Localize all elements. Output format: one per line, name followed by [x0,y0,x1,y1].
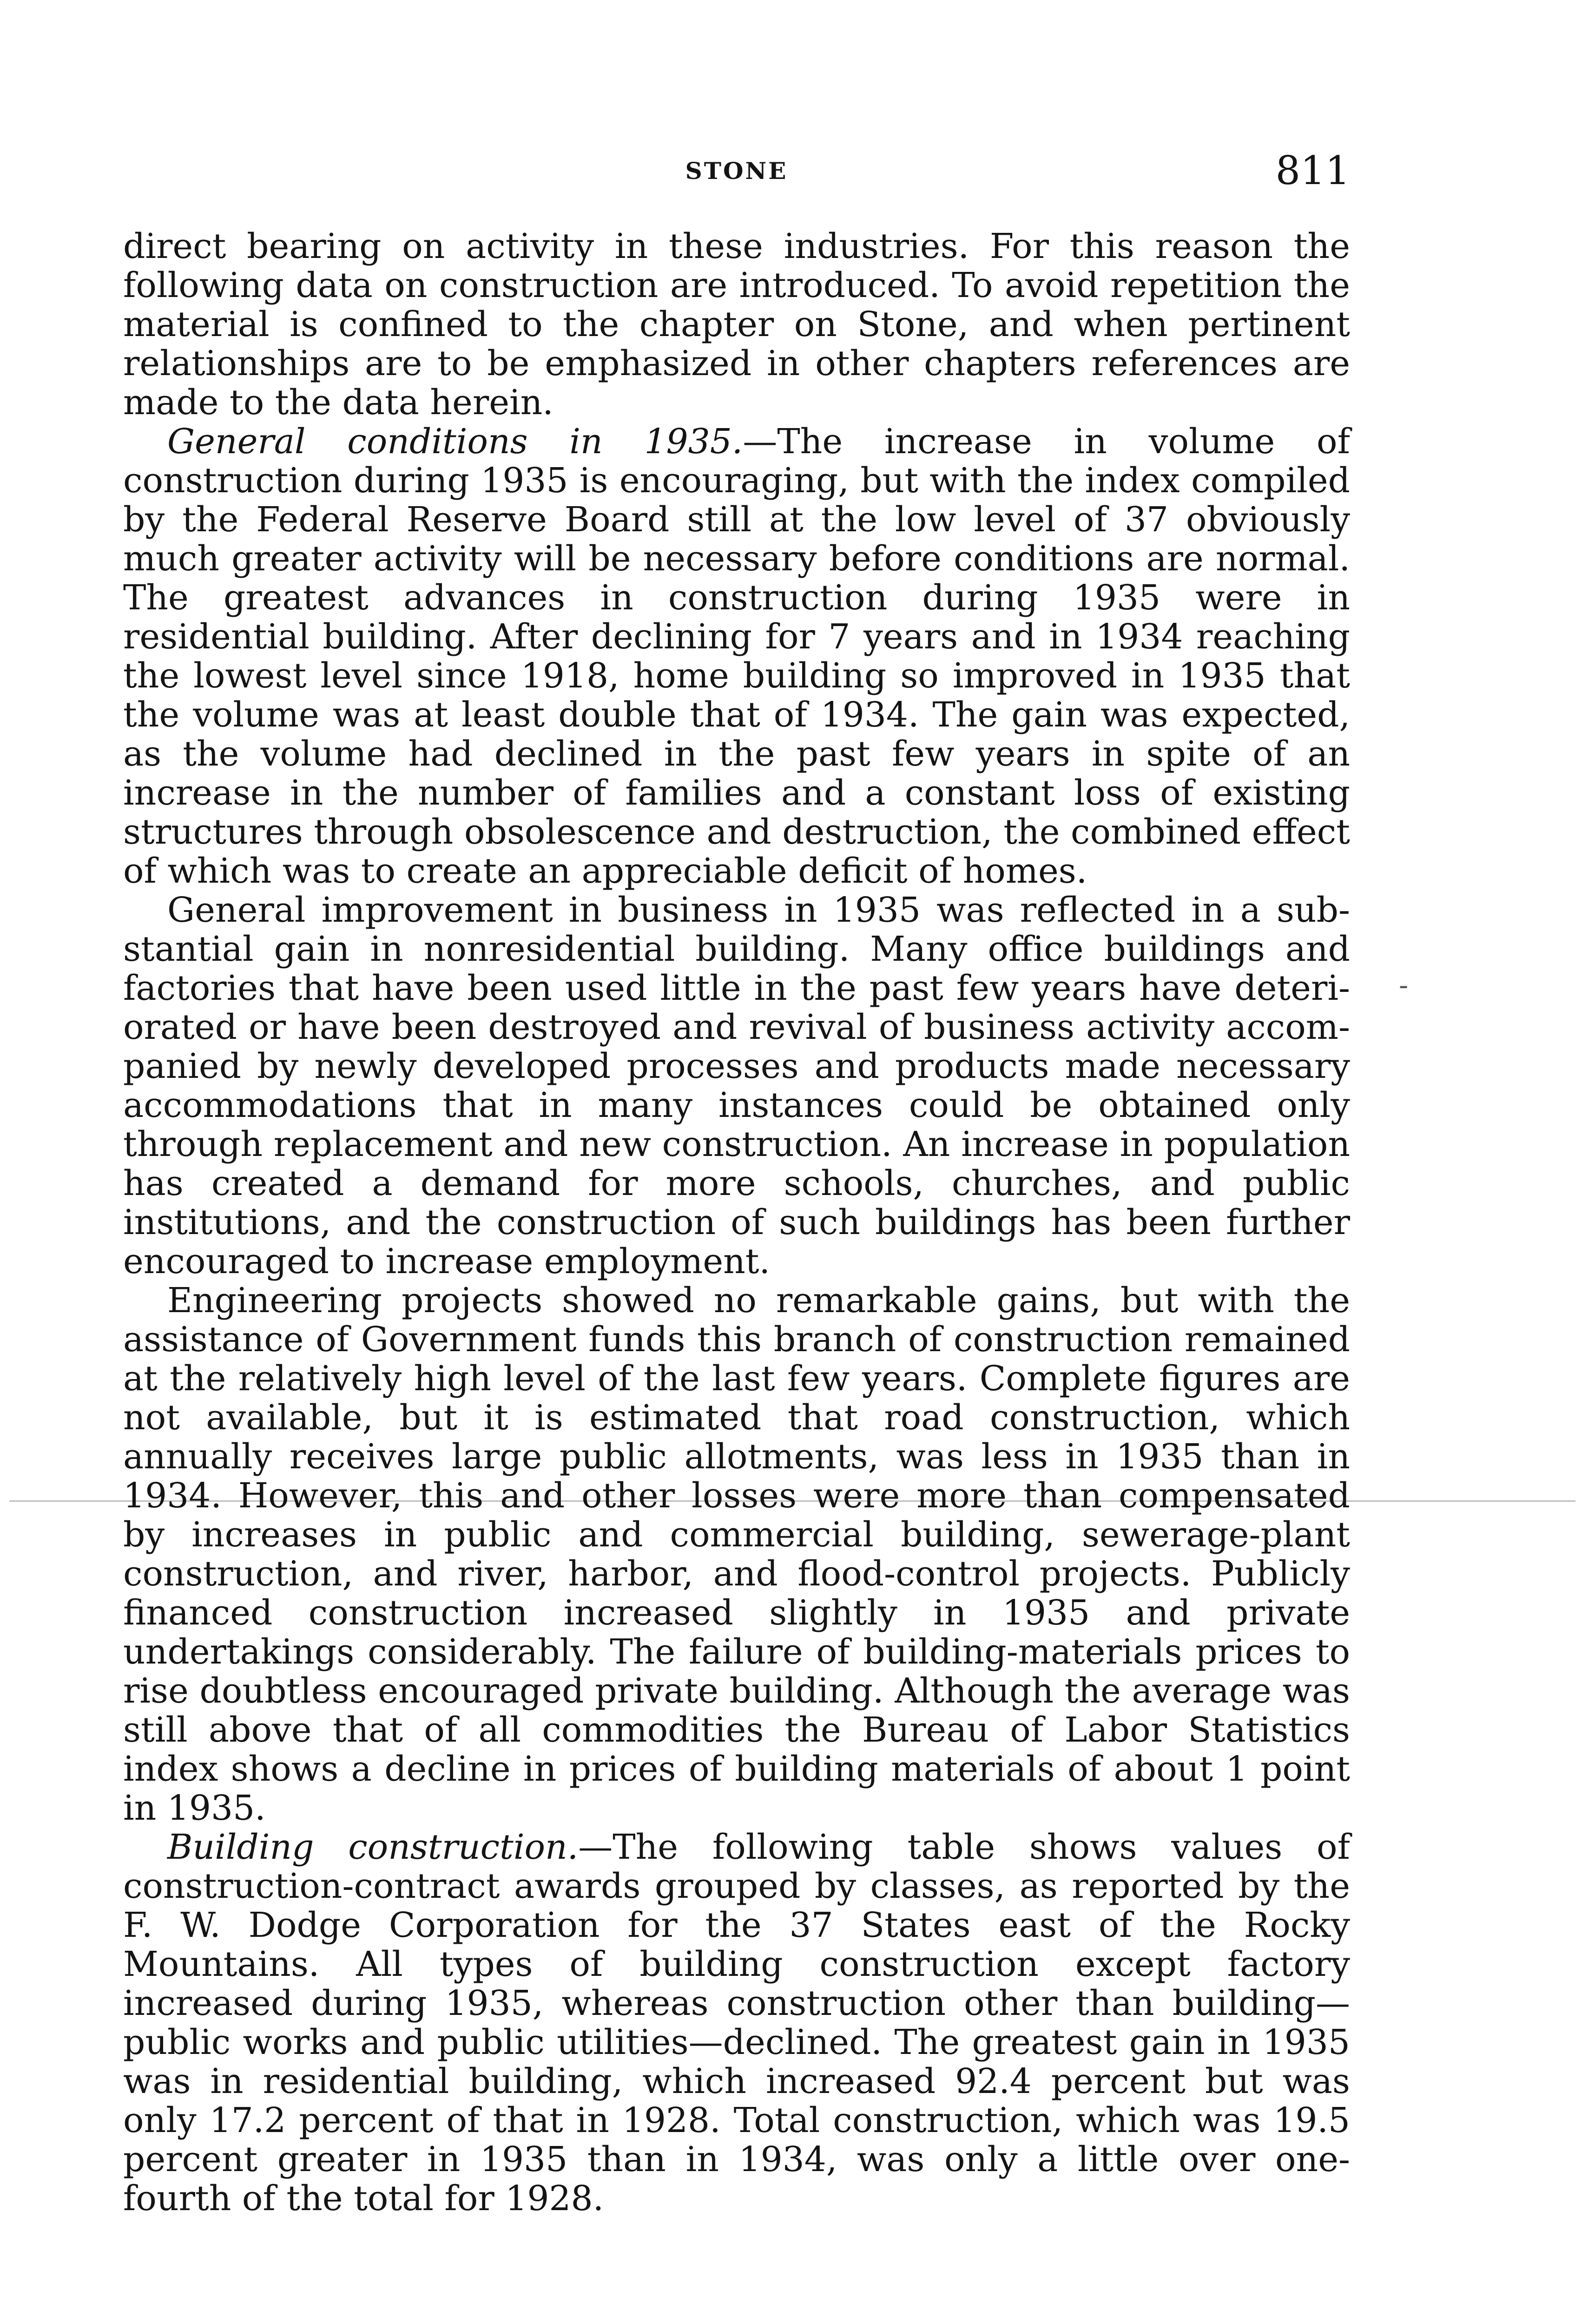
paragraph-text: —The increase in volume of construction during 1935 is encouraging, but with the index compiled by the Federal Reserve Board still at the low level of 37 obviously much greater activity will be necessary before conditions are normal. The greatest advances in construction during 1935 were in residential building. After declining for 7 years and in 1934 reaching the lowest level since 1918, home building so improved in 1935 that the volume was at least double that of 1934. The gain was expected, as the volume had declined in the past few years in spite of an increase in the number of families and a constant loss of existing structures through obsolescence and destruction, the combined effect of which was to create an appreciable deficit of homes. [123,422,1351,891]
body-text [123,227,1350,2218]
paragraph-text: Engineering projects showed no remarkable gains, but with the assistance of Government funds this branch of construction remained at the relatively high level of the last few years. Complete figures are not available, but it is estimated that road construction, which annually receives large public allotments, was less in 1935 than in 1934. However, this and other losses were more than compensated by increases in public and commercial building, sewerage-plant construction, and river, harbor, and flood-control projects. Publicly financed construction increased slightly in 1935 and private undertakings considerably. The failure of building-materials prices to rise doubtless encouraged private building. Although the average was still above that of all commodities the Bureau of Labor Statistics index shows a decline in prices of building materials of about 1 point in 1935. [123,1281,1350,1828]
paragraph-general-improvement [123,891,1350,1281]
page-number: 811 [1275,148,1350,193]
running-head: STONE [685,157,788,185]
page-header [123,148,1350,199]
paragraph-text: —The following table shows values of construction-contract awards grouped by classes, as reported by the F. W. Dodge Corporation for the 37 States east of the Rocky Mountains. All types of building construction except factory increased during 1935, whereas construction other than building—public works and public utilities—declined. The greatest gain in 1935 was in residential building, which increased 92.4 percent but was only 17.2 percent of that in 1928. Total construction, which was 19.5 percent greater in 1935 than in 1934, was only a little over one-fourth of the total for 1928. [123,1827,1350,2218]
run-in-heading: General conditions in 1935. [167,422,743,462]
run-in-heading: Building construction. [167,1827,579,1867]
paragraph-general-conditions [123,422,1350,891]
scan-artifact-mark: - [1399,969,1409,1002]
paragraph-engineering-projects [123,1281,1350,1828]
paragraph-text: General improvement in business in 1935 was reflected in a substantial gain in nonresidential building. Many office buildings and factories that have been used little in the past few years have deteriorated or have been destroyed and revival of business activity accompanied by newly developed processes and products made necessary accommodations that in many instances could be obtained only through replacement and new construction. An increase in population has created a demand for more schools, churches, and public institutions, and the construction of such buildings has been further encouraged to increase employment. [123,890,1350,1281]
paragraph-building-construction [123,1828,1350,2218]
paragraph-continuation [123,227,1350,422]
paragraph-text: direct bearing on activity in these industries. For this reason the following data on construction are introduced. To avoid repetition the material is confined to the chapter on Stone, and when pertinent relationships are to be emphasized in other chapters references are made to the data herein. [123,226,1350,423]
